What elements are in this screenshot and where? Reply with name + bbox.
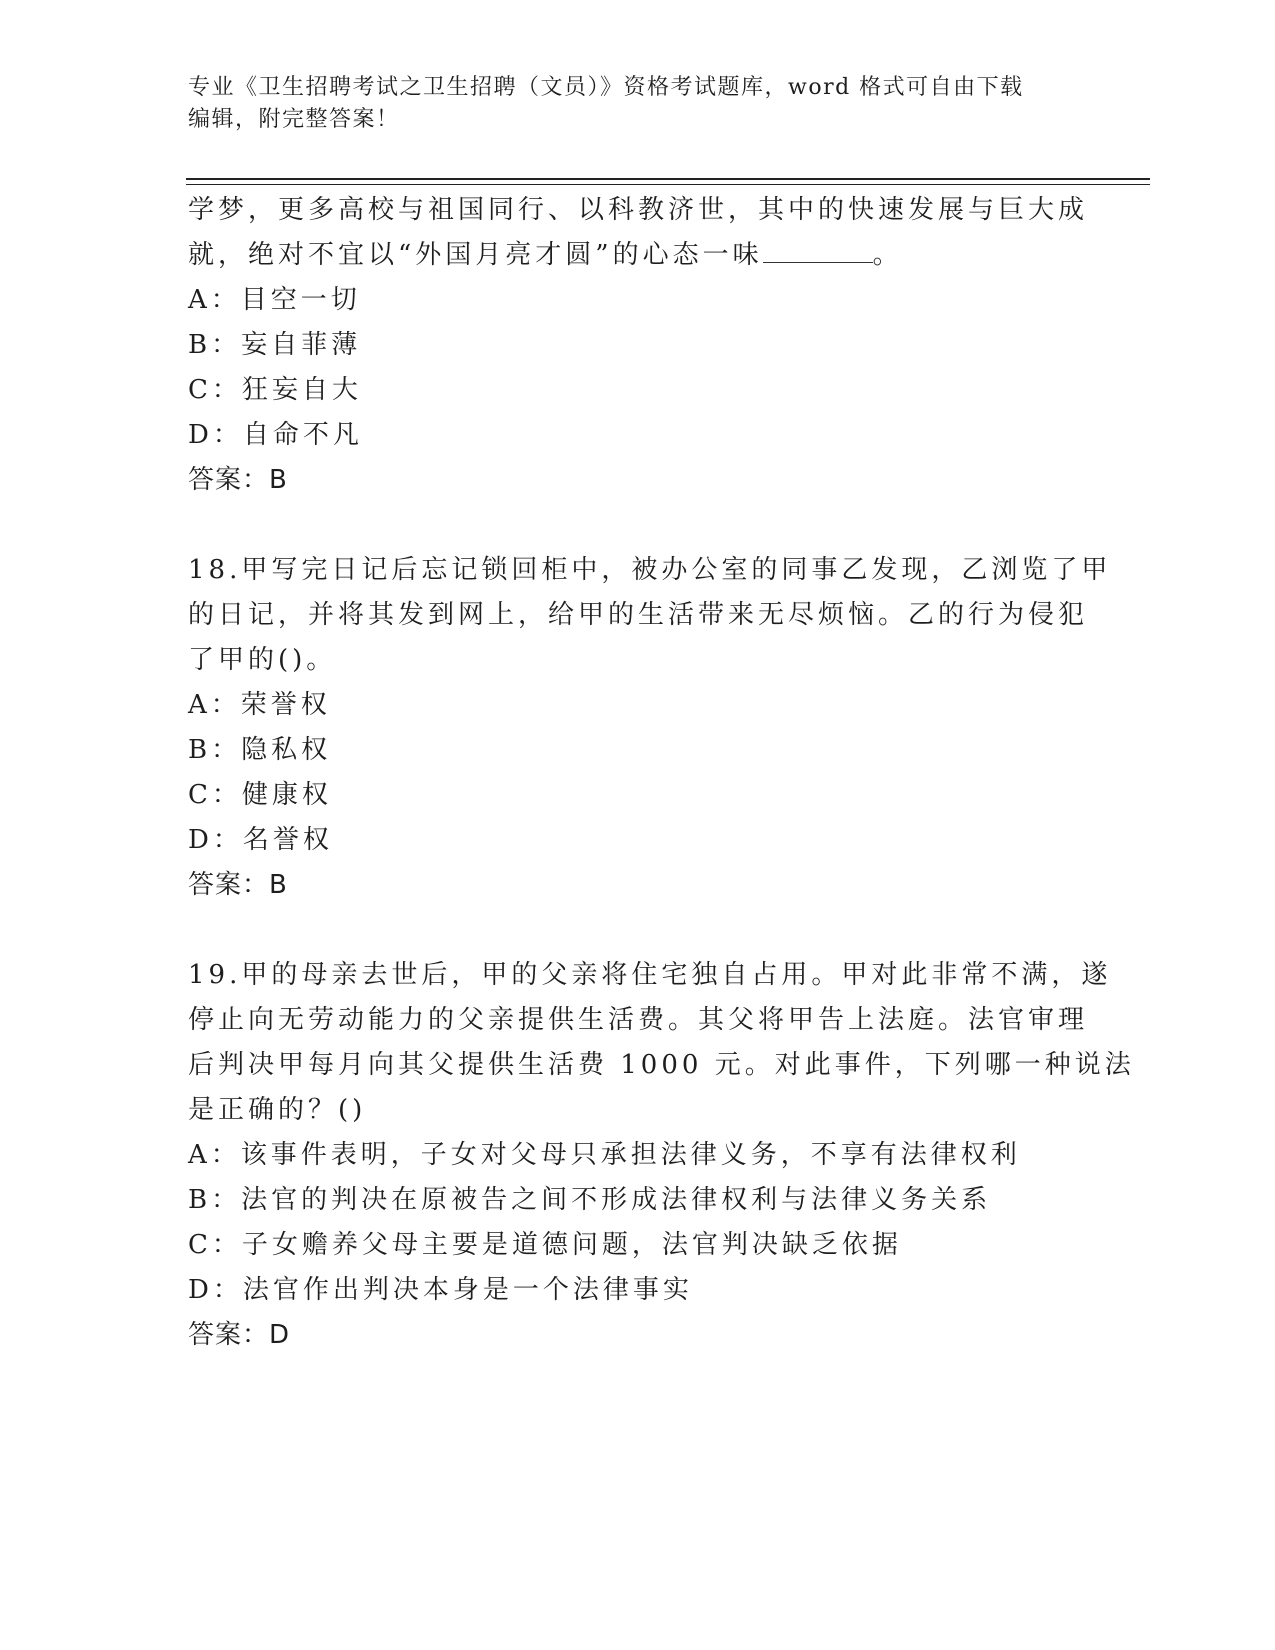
- question-18-text-line-2: 的日记，并将其发到网上，给甲的生活带来无尽烦恼。乙的行为侵犯: [188, 600, 1089, 630]
- question-18: [188, 548, 1112, 908]
- question-19-text-line-4: 是正确的？(): [188, 1095, 367, 1125]
- question-18-option-d: D：名誉权: [188, 825, 333, 855]
- header-line-1: 专业《卫生招聘考试之卫生招聘（文员）》资格考试题库，word 格式可自由下载: [188, 75, 1024, 100]
- document-header: [188, 72, 1078, 136]
- question-18-answer: 答案：B: [188, 870, 288, 900]
- spacer: [188, 503, 1088, 548]
- question-17-option-d: D：自命不凡: [188, 420, 363, 450]
- question-19-answer: 答案：D: [188, 1320, 291, 1350]
- question-17-option-b: B：妄自菲薄: [188, 330, 362, 360]
- question-18-text-line-1: 18.甲写完日记后忘记锁回柜中，被办公室的同事乙发现，乙浏览了甲: [188, 555, 1112, 585]
- fill-in-blank: [763, 240, 873, 263]
- question-19-option-a: A：该事件表明，子女对父母只承担法律义务，不享有法律权利: [188, 1140, 1021, 1170]
- question-18-option-c: C：健康权: [188, 780, 332, 810]
- question-18-option-a: A：荣誉权: [188, 690, 331, 720]
- question-19-option-d: D：法官作出判决本身是一个法律事实: [188, 1275, 693, 1305]
- question-18-text-line-3: 了甲的()。: [188, 645, 337, 675]
- header-divider-thick: [186, 178, 1150, 180]
- header-divider-thin: [186, 184, 1150, 185]
- spacer: [188, 908, 1088, 953]
- question-17-option-c: C：狂妄自大: [188, 375, 362, 405]
- question-content: [188, 188, 1135, 1358]
- question-19: [188, 953, 1135, 1358]
- question-19-text-line-2: 停止向无劳动能力的父亲提供生活费。其父将甲告上法庭。法官审理: [188, 1005, 1089, 1035]
- question-17-text-line-2: [188, 233, 1088, 278]
- header-line-2: 编辑，附完整答案！: [188, 107, 400, 132]
- question-19-option-c: C：子女赡养父母主要是道德问题，法官判决缺乏依据: [188, 1230, 902, 1260]
- question-19-text-line-1: 19.甲的母亲去世后，甲的父亲将住宅独自占用。甲对此非常不满，遂: [188, 960, 1112, 990]
- question-17-text-line-2-end: 。: [872, 240, 903, 270]
- question-19-text-line-3: 后判决甲每月向其父提供生活费 1000 元。对此事件，下列哪一种说法: [188, 1050, 1135, 1080]
- question-17-option-a: A：目空一切: [188, 285, 361, 315]
- question-17: [188, 188, 1088, 503]
- question-18-option-b: B：隐私权: [188, 735, 332, 765]
- question-17-answer: 答案：B: [188, 465, 288, 495]
- question-17-text-line-1: 学梦，更多高校与祖国同行、以科教济世，其中的快速发展与巨大成: [188, 195, 1089, 225]
- question-19-option-b: B：法官的判决在原被告之间不形成法律权利与法律义务关系: [188, 1185, 992, 1215]
- question-17-text-line-2-start: 就，绝对不宜以“外国月亮才圆”的心态一味: [188, 240, 763, 270]
